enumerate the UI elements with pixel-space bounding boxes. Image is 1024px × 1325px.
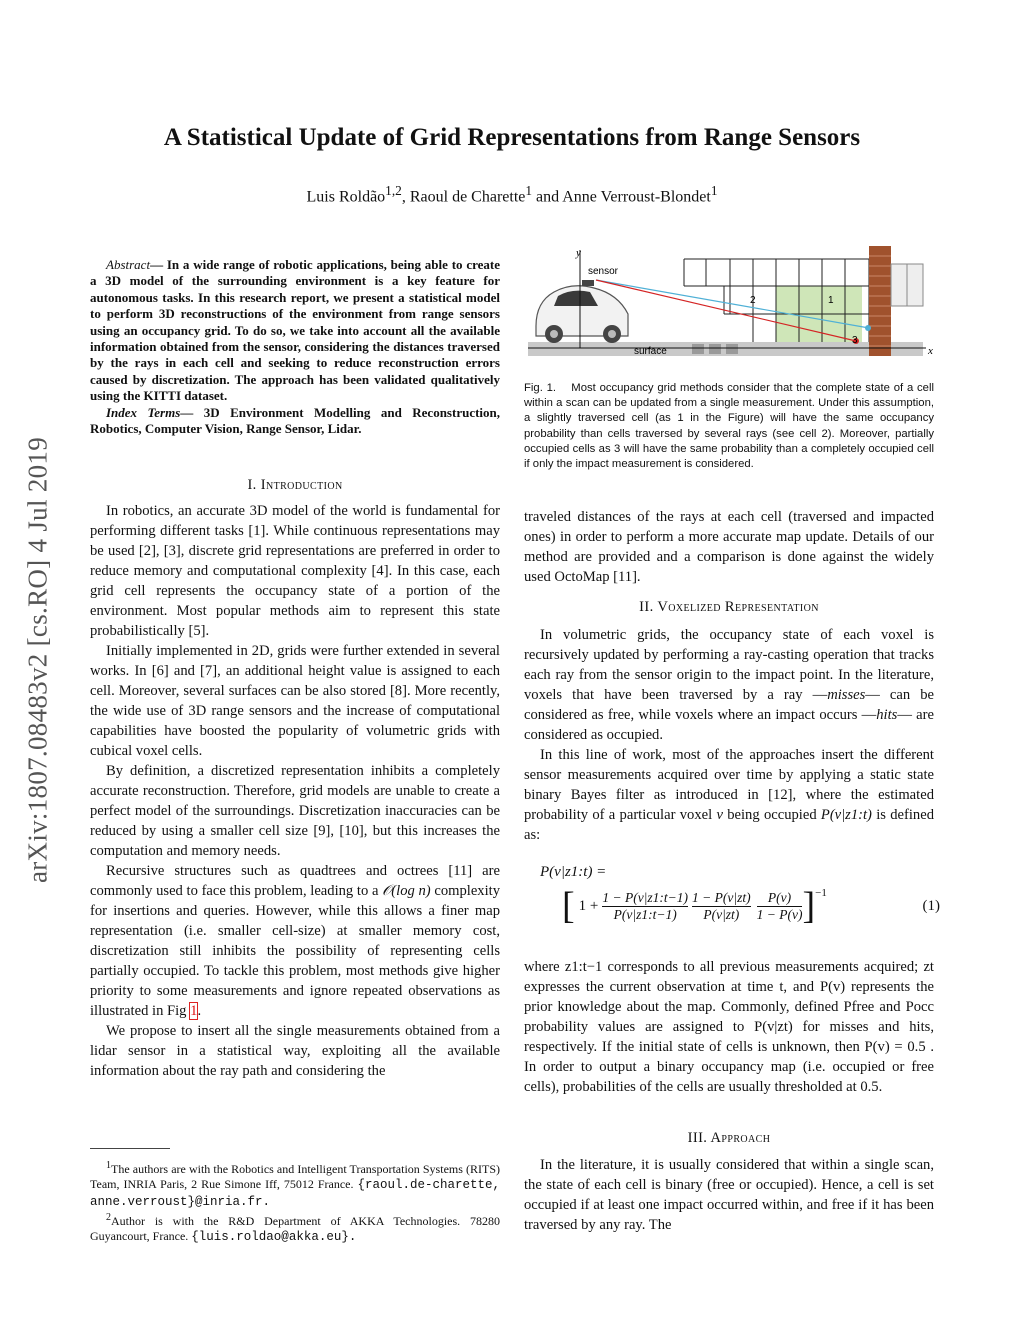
car-icon [536,280,628,343]
author-name: Anne Verroust-Blondet [562,188,711,206]
cell-label-1: 1 [828,295,834,306]
section-heading-voxelized-representation: II. Voxelized Representation [639,599,819,615]
index-terms-label: Index Terms [106,404,181,420]
paragraph: In the literature, it is usually considered that within a single scan, the state of each cell is binary (free or occupied). Hence, a cell is set occupied if at least one impact occurred within, and free if it has been traversed by any ray. The [524,1157,934,1233]
introduction-body [90,501,500,1081]
author-name: Raoul de Charette [409,188,526,206]
voxelized-section-body [524,625,934,845]
right-bracket: ] [802,885,816,927]
cell-label-2: 2 [750,295,756,306]
paragraph: where z1:t−1 corresponds to all previous measurements acquired; zt expresses the current observation at time t, and P(v) represents the prior knowledge about the map. Commonly, defined Pfree and Pocc probability values are assigned to P(v|zt) for misses and hits, respectively. If the initial state of cells is unknown, then P(v) = 0.5 . In order to output a binary occupancy map (i.e. occupied or free cells), probabilities of the cells are usually thresholded at 0.5. [524,959,934,1095]
paragraph: Recursive structures such as quadtrees and octrees [11] are commonly used to face this problem, leading to a 𝒪(log n) complexity for insertions and queries. However, while this allows a finer map representation (i.e. smaller cell-size) at smaller memory cost, discretization still inhibits the possibility of representing cells partially occupied. To tackle this problem, most methods give higher priority to some measurements and ignore repeated observations as illustrated in Fig 1. [90,863,500,1019]
term-misses: misses [827,687,866,703]
equation-1 [540,864,940,925]
footnote-mark: 2 [106,1211,111,1223]
arxiv-sidebar [8,370,68,950]
paragraph: In volumetric grids, the occupancy state of each voxel is recursively updated by performing a ray-casting operation that tracks each ray from the sensor origin to the impact point. In the literature, voxels that have been traversed by a ray —misses— can be considered as free, while voxels where an impact occurs —hits— are considered as occupied. [524,627,934,743]
paragraph: Initially implemented in 2D, grids were further extended in several works. In [6] and [7], an additional height value is assigned to each cell. Moreover, several surfaces can be also stored [8]. More recently, the wide use of 3D range sensors and the increase of computational capabilities have boosted the popularity of volumetric grids with cubical voxel cells. [90,643,500,759]
section-heading-introduction: I. Introduction [247,477,343,493]
affiliation-mark: 1 [525,183,533,198]
paragraph: By definition, a discretized representation inhibits a completely accurate reconstruction. Therefore, grid models are unable to create a perfect model of the surroundings. Discretization inaccuracies can be reduced by using a smaller cell size [9], [10], but this increases the computation and memory needs. [90,763,500,859]
author-separator: and [532,188,563,206]
right-column-text [524,507,934,587]
blue-impact-point [865,325,871,331]
author-separator: , [401,188,410,206]
term-hits: hits [876,707,898,723]
figure-1 [524,244,939,368]
affiliation-mark: 1,2 [385,183,402,198]
sensor-label: sensor [588,266,619,277]
surface-dashes [692,344,738,354]
y-axis-label: y [576,247,581,259]
equation-rhs [562,887,940,925]
paper-title: A Statistical Update of Grid Representations from Range Sensors [163,124,861,151]
equation-one: 1 + [578,897,599,914]
paragraph: traveled distances of the rays at each cell (traversed and impacted ones) in order to perform a more accurate map update. Details of our method are provided and a comparison is done against the widely used OctoMap [11]. [524,509,934,585]
surface-label: surface [634,346,667,357]
paragraph: In this line of work, most of the approaches insert the different sensor measurements acquired over time by applying a static state binary Bayes filter as introduced in [12], where the estimated probability of a particular voxel v being occupied P(v|z1:t) is defined as: [524,747,934,843]
math-expression: P(v|z1:t) [820,807,872,823]
figure-caption [524,381,934,472]
section-heading-approach: III. Approach [687,1130,771,1146]
author-name: Luis Roldão [306,188,386,206]
abstract-dash: — [150,257,167,272]
footnotes [90,1158,500,1245]
paragraph: In robotics, an accurate 3D model of the world is fundamental for performing different tasks [1]. While continuous representations may be used [2], [3], discrete grid representations are preferred in order to reduce memory and computational complexity [4]. In this case, each grid cell represents the occupancy state of a portion of the environment. Most popular methods aim to represent this state probabilistically [5]. [90,503,500,639]
equation-explanation [524,957,934,1097]
fraction: 1 − P(v|zt) P(v|zt) [692,889,751,922]
footnote-text: Author is with the R&D Department of AKKA Technologies. 78280 Guyancourt, France. [90,1213,500,1244]
left-bracket: [ [562,885,575,927]
equation-number: (1) [922,897,940,914]
equation-lhs: P(v|z1:t) = [540,864,607,880]
brick-wall [869,246,891,356]
figure-reference-link[interactable]: 1 [190,1003,198,1019]
index-terms-text: 3D Environment Modelling and Reconstruction, Robotics, Computer Vision, Range Sensor, Lidar. [90,404,501,437]
email-address[interactable]: {luis.roldao@akka.eu}. [191,1230,357,1245]
paragraph: We propose to insert all the single measurements obtained from a lidar sensor in a statistical way, exploiting all the available information about the ray path and considering the [90,1023,500,1079]
arxiv-identifier: arXiv:1807.08483v2 [cs.RO] 4 Jul 2019 [22,436,53,884]
math-variable: v [716,807,723,823]
big-o-expression: 𝒪(log n) [382,883,431,899]
caption-label: Fig. 1. [524,382,557,394]
equation-exponent: −1 [815,887,827,899]
footnote-mark: 1 [106,1160,111,1171]
email-address[interactable]: {raoul.de-charette, anne.verroust}@inria.fr. [90,1178,501,1209]
approach-section-body [524,1155,934,1235]
abstract [90,257,500,437]
footnote-rule [90,1148,170,1149]
caption-text: Most occupancy grid methods consider that the complete state of a cell within a scan can be updated from a single measurement. Under this assumption, a slightly traversed cell (as 1 in the Figure) will have the same occupancy probability than cells traversed by several rays (see cell 2). Moreover, partially occupied cells as 3 will have the same probability than a completely occupied cell if only the impact measurement is considered. [524,382,934,471]
occupancy-grid-diagram [524,244,939,368]
abstract-label: Abstract [106,257,151,272]
x-axis-label: x [928,345,933,357]
abstract-text: In a wide range of robotic applications, being able to create a 3D model of the surrounding environment is a key feature for autonomous tasks. In this research report, we present a statistical model to perform 3D reconstructions of the environment from range sensors using an occupancy grid. To do so, we take into account all the available information obtained from the sensor, considering the distances traversed by the rays in each cell and seeking to reduce reconstruction errors caused by discretization. The approach has been validated qualitatively using the KITTI dataset. [90,257,500,404]
index-terms-dash: — [180,404,204,420]
ground-surface [528,342,923,356]
author-list [0,183,1024,206]
fraction: P(v) 1 − P(v) [756,889,803,922]
fraction: $\frac{1 - P(v|z1:t-1)}{P(v|z1:t-1)}$ [602,889,689,922]
footnote-text: The authors are with the Robotics and Intelligent Transportation Systems (RITS) Team, INRIA Paris, 2 Rue Simone Iff, 75012 France. [90,1162,500,1192]
affiliation-mark: 1 [710,183,718,198]
cell-label-3: 3 [852,335,858,346]
